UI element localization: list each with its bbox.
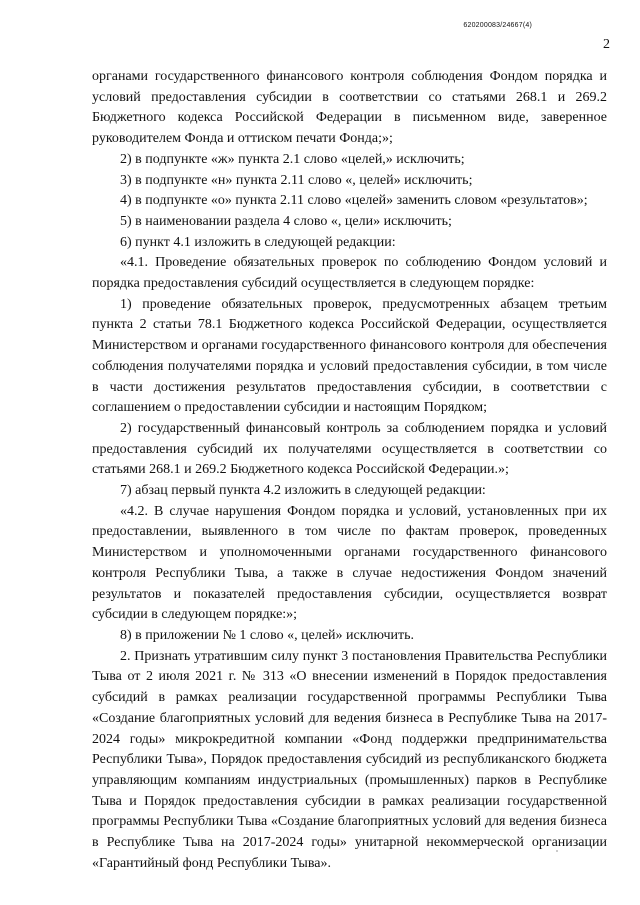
document-code: 620200083/24667(4) bbox=[463, 22, 532, 29]
paragraph-section-2: 2. Признать утратившим силу пункт 3 постановления Правительства Республики Тыва от 2 июля 2021 г. № 313 «О внесении изменений в Порядок предоставления субсидий в рамках реализации государственной программы Республики Тыва «Создание благоприятных условий для ведения бизнеса в Республике Тыва на 2017-2024 годы» микрокредитной компании «Фонд поддержки предпринимательства Республики Тыва», Порядок предоставления субсидий из республиканского бюджета управляющим компаниям индустриальных (промышленных) парков в Республике Тыва и Порядок предоставления субсидии в рамках реализации государственной программы Республики Тыва «Создание благоприятных условий для ведения бизнеса в Республике Тыва на 2017-2024 годы» унитарной некоммерческой организации «Гарантийный фонд Республики Тыва». bbox=[92, 648, 607, 871]
paragraph-clause-4-1: «4.1. Проведение обязательных проверок по соблюдению Фондом условий и порядка предоставления субсидий осуществляется в следующем порядке: bbox=[92, 255, 607, 292]
page-number: 2 bbox=[603, 37, 610, 52]
paragraph-clause-4-2: «4.2. В случае нарушения Фондом порядка и условий, установленных при их предоставлении, выявленного в том числе по фактам проверок, проведенных Министерством и уполномоченными органами государственного финансового контроля Республики Тыва, а также в случае недостижения Фондом значений результатов и показателей предоставления субсидии, осуществляется возврат субсидии в следующем порядке:»; bbox=[92, 503, 607, 623]
paragraph-item-3: 3) в подпункте «н» пункта 2.11 слово «, целей» исключить; bbox=[120, 172, 473, 188]
document-body bbox=[92, 67, 607, 874]
paragraph-item-4: 4) в подпункте «о» пункта 2.11 слово «целей» заменить словом «результатов»; bbox=[120, 193, 588, 209]
paragraph-item-7: 7) абзац первый пункта 4.2 изложить в следующей редакции: bbox=[120, 483, 486, 499]
paragraph-subitem-1: 1) проведение обязательных проверок, предусмотренных абзацем третьим пункта 2 статьи 78.1 Бюджетного кодекса Российской Федерации, осуществляется Министерством и органами государственного финансового контроля для обеспечения соблюдения получателями порядка и условий предоставления субсидии, в том числе в части достижения результатов предоставления субсидии, в соответствии с соглашением о предоставлении субсидии и настоящим Порядком; bbox=[92, 296, 607, 416]
scan-speck bbox=[556, 850, 558, 852]
paragraph-item-5: 5) в наименовании раздела 4 слово «, цели» исключить; bbox=[120, 213, 452, 229]
paragraph-item-6: 6) пункт 4.1 изложить в следующей редакции: bbox=[120, 234, 396, 250]
paragraph-item-2: 2) в подпункте «ж» пункта 2.1 слово «целей,» исключить; bbox=[120, 151, 465, 167]
paragraph-item-8: 8) в приложении № 1 слово «, целей» исключить. bbox=[120, 627, 414, 643]
paragraph-continuation: органами государственного финансового контроля соблюдения Фондом порядка и условий предоставления субсидии в соответствии со статьями 268.1 и 269.2 Бюджетного кодекса Российской Федерации в письменном виде, заверенное руководителем Фонда и оттиском печати Фонда;»; bbox=[92, 69, 607, 147]
paragraph-subitem-2: 2) государственный финансовый контроль за соблюдением порядка и условий предоставления субсидий их получателями осуществляется в соответствии со статьями 268.1 и 269.2 Бюджетного кодекса Российской Федерации.»; bbox=[92, 420, 607, 478]
